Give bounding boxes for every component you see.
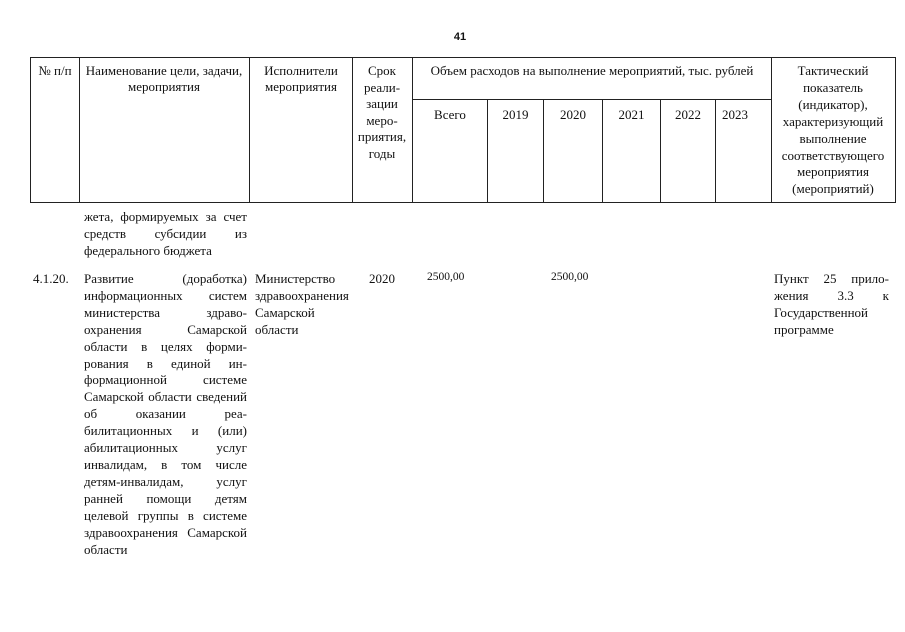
row-executor: Министерство здравоохранения Самарской области	[255, 271, 349, 337]
header-2022: 2022	[675, 107, 701, 122]
header-indicator: Тактический показатель (индикатор), характеризующий выполнение соответствующего мероприятия (мероприятий)	[781, 63, 885, 197]
row-term: 2020	[369, 271, 395, 286]
row-indicator: Пункт 25 приложения 3.3 к Государственной программе	[774, 271, 889, 337]
header-2019: 2019	[502, 107, 529, 122]
row-number: 4.1.20.	[33, 271, 69, 286]
header-name: Наименование цели, задачи, мероприятия	[85, 63, 243, 94]
header-term: Срок реализации мероприятия, годы	[357, 63, 407, 161]
header-executor: Исполнители мероприятия	[264, 63, 338, 94]
row-total: 2500,00	[427, 271, 465, 283]
header-2020: 2020	[560, 107, 586, 122]
header-total: Всего	[434, 107, 466, 122]
header-expenses: Объем расходов на выполнение мероприятий, тыс. рублей	[430, 63, 754, 78]
continuation-text: жета, формируемых за счет средств субсидии из федерального бюджета	[84, 209, 247, 258]
header-2021: 2021	[618, 107, 645, 122]
header-2023: 2023	[722, 107, 748, 122]
page-number: 41	[453, 31, 467, 43]
row-name: Развитие (доработка) информационных систем министерства здравоохранения Самарской области в целях формирования в единой информационной системе Самарской области сведений об оказании реабилитационных и (или) абилитационных услуг инвалидам, в том числе детям-инвалидам, услуг ранней помощи детям целевой группы в системе здравоохранения Самарской области	[84, 271, 247, 557]
header-num: № п/п	[38, 63, 72, 78]
row-2020: 2500,00	[551, 271, 589, 283]
